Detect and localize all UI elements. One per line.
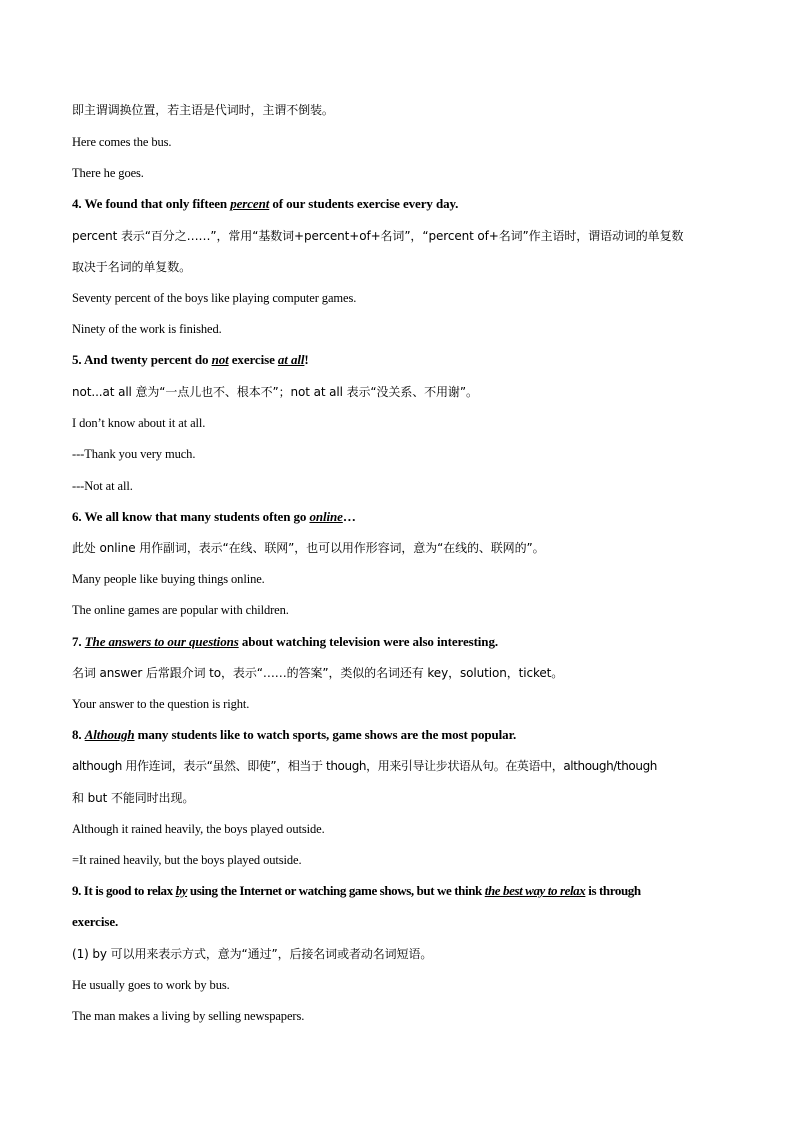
example-sentence: Many people like buying things online. <box>72 572 265 586</box>
heading-text: And twenty percent do <box>81 352 212 367</box>
key-phrase: online <box>309 509 343 524</box>
sentence-heading-9 <box>72 883 732 899</box>
text-line: 和 but 不能同时出现。 <box>72 791 195 805</box>
heading-text: is through <box>585 883 641 898</box>
heading-text: It is good to relax <box>80 883 176 898</box>
text-line: not...at all 意为“一点儿也不、根本不”；not at all 表示“没关系、不用谢”。 <box>72 385 478 399</box>
heading-text: about watching television were also interesting. <box>238 634 498 649</box>
heading-number: 4. <box>72 196 82 211</box>
heading-text: We found that only fifteen <box>81 196 231 211</box>
text-line: 即主谓调换位置，若主语是代词时，主谓不倒装。 <box>72 103 334 117</box>
key-phrase: at all <box>277 352 305 367</box>
example-sentence: The man makes a living by selling newspapers. <box>72 1009 305 1023</box>
key-phrase: not <box>211 352 229 367</box>
example-sentence: ---Not at all. <box>72 479 133 493</box>
example-sentence: Your answer to the question is right. <box>72 697 250 711</box>
sentence-heading-5 <box>72 352 732 368</box>
text-line: (1) by 可以用来表示方式，意为“通过”，后接名词或者动名词短语。 <box>72 947 433 961</box>
heading-number: 7. <box>72 634 82 649</box>
example-sentence: Ninety of the work is finished. <box>72 322 222 336</box>
heading-text: ! <box>304 352 309 367</box>
example-sentence: I don’t know about it at all. <box>72 416 206 430</box>
sentence-heading-7 <box>72 634 732 650</box>
heading-number: 8. <box>72 727 82 742</box>
example-sentence: Seventy percent of the boys like playing computer games. <box>72 291 357 305</box>
heading-text: using the Internet or watching game shows, but we think <box>187 883 485 898</box>
heading-text: exercise <box>228 352 278 367</box>
text-line: although 用作连词，表示“虽然、即使”，相当于 though，用来引导让步状语从句。在英语中，although/though <box>72 759 658 773</box>
heading-number: 9. <box>72 883 81 898</box>
example-sentence: ---Thank you very much. <box>72 447 196 461</box>
sentence-heading-4 <box>72 196 732 212</box>
text-line: 此处 online 用作副词，表示“在线、联网”，也可以用作形容词，意为“在线的、联网的”。 <box>72 541 545 555</box>
example-sentence: There he goes. <box>72 166 144 180</box>
heading-text: … <box>342 509 356 524</box>
heading-number: 6. <box>72 509 82 524</box>
example-sentence: Although it rained heavily, the boys played outside. <box>72 822 325 836</box>
key-phrase: the best way to relax <box>484 883 586 898</box>
sentence-heading-9-continued: exercise. <box>72 914 119 929</box>
key-phrase: Although <box>84 727 135 742</box>
example-sentence: =It rained heavily, but the boys played outside. <box>72 853 302 867</box>
sentence-heading-6 <box>72 509 732 525</box>
heading-text: of our students exercise every day. <box>269 196 459 211</box>
heading-number: 5. <box>72 352 82 367</box>
example-sentence: The online games are popular with children. <box>72 603 289 617</box>
example-sentence: He usually goes to work by bus. <box>72 978 230 992</box>
sentence-heading-8 <box>72 727 732 743</box>
key-phrase: by <box>175 883 188 898</box>
heading-text: many students like to watch sports, game shows are the most popular. <box>134 727 517 742</box>
key-phrase: The answers to our questions <box>84 634 239 649</box>
heading-text: We all know that many students often go <box>81 509 310 524</box>
text-line: percent 表示“百分之……”，常用“基数词+percent+of+名词”，“percent of+名词”作主语时，谓语动词的单复数 <box>72 229 684 243</box>
key-phrase: percent <box>230 196 270 211</box>
example-sentence: Here comes the bus. <box>72 135 172 149</box>
text-line: 名词 answer 后常跟介词 to，表示“……的答案”，类似的名词还有 key，solution，ticket。 <box>72 666 564 680</box>
text-line: 取决于名词的单复数。 <box>72 260 192 274</box>
